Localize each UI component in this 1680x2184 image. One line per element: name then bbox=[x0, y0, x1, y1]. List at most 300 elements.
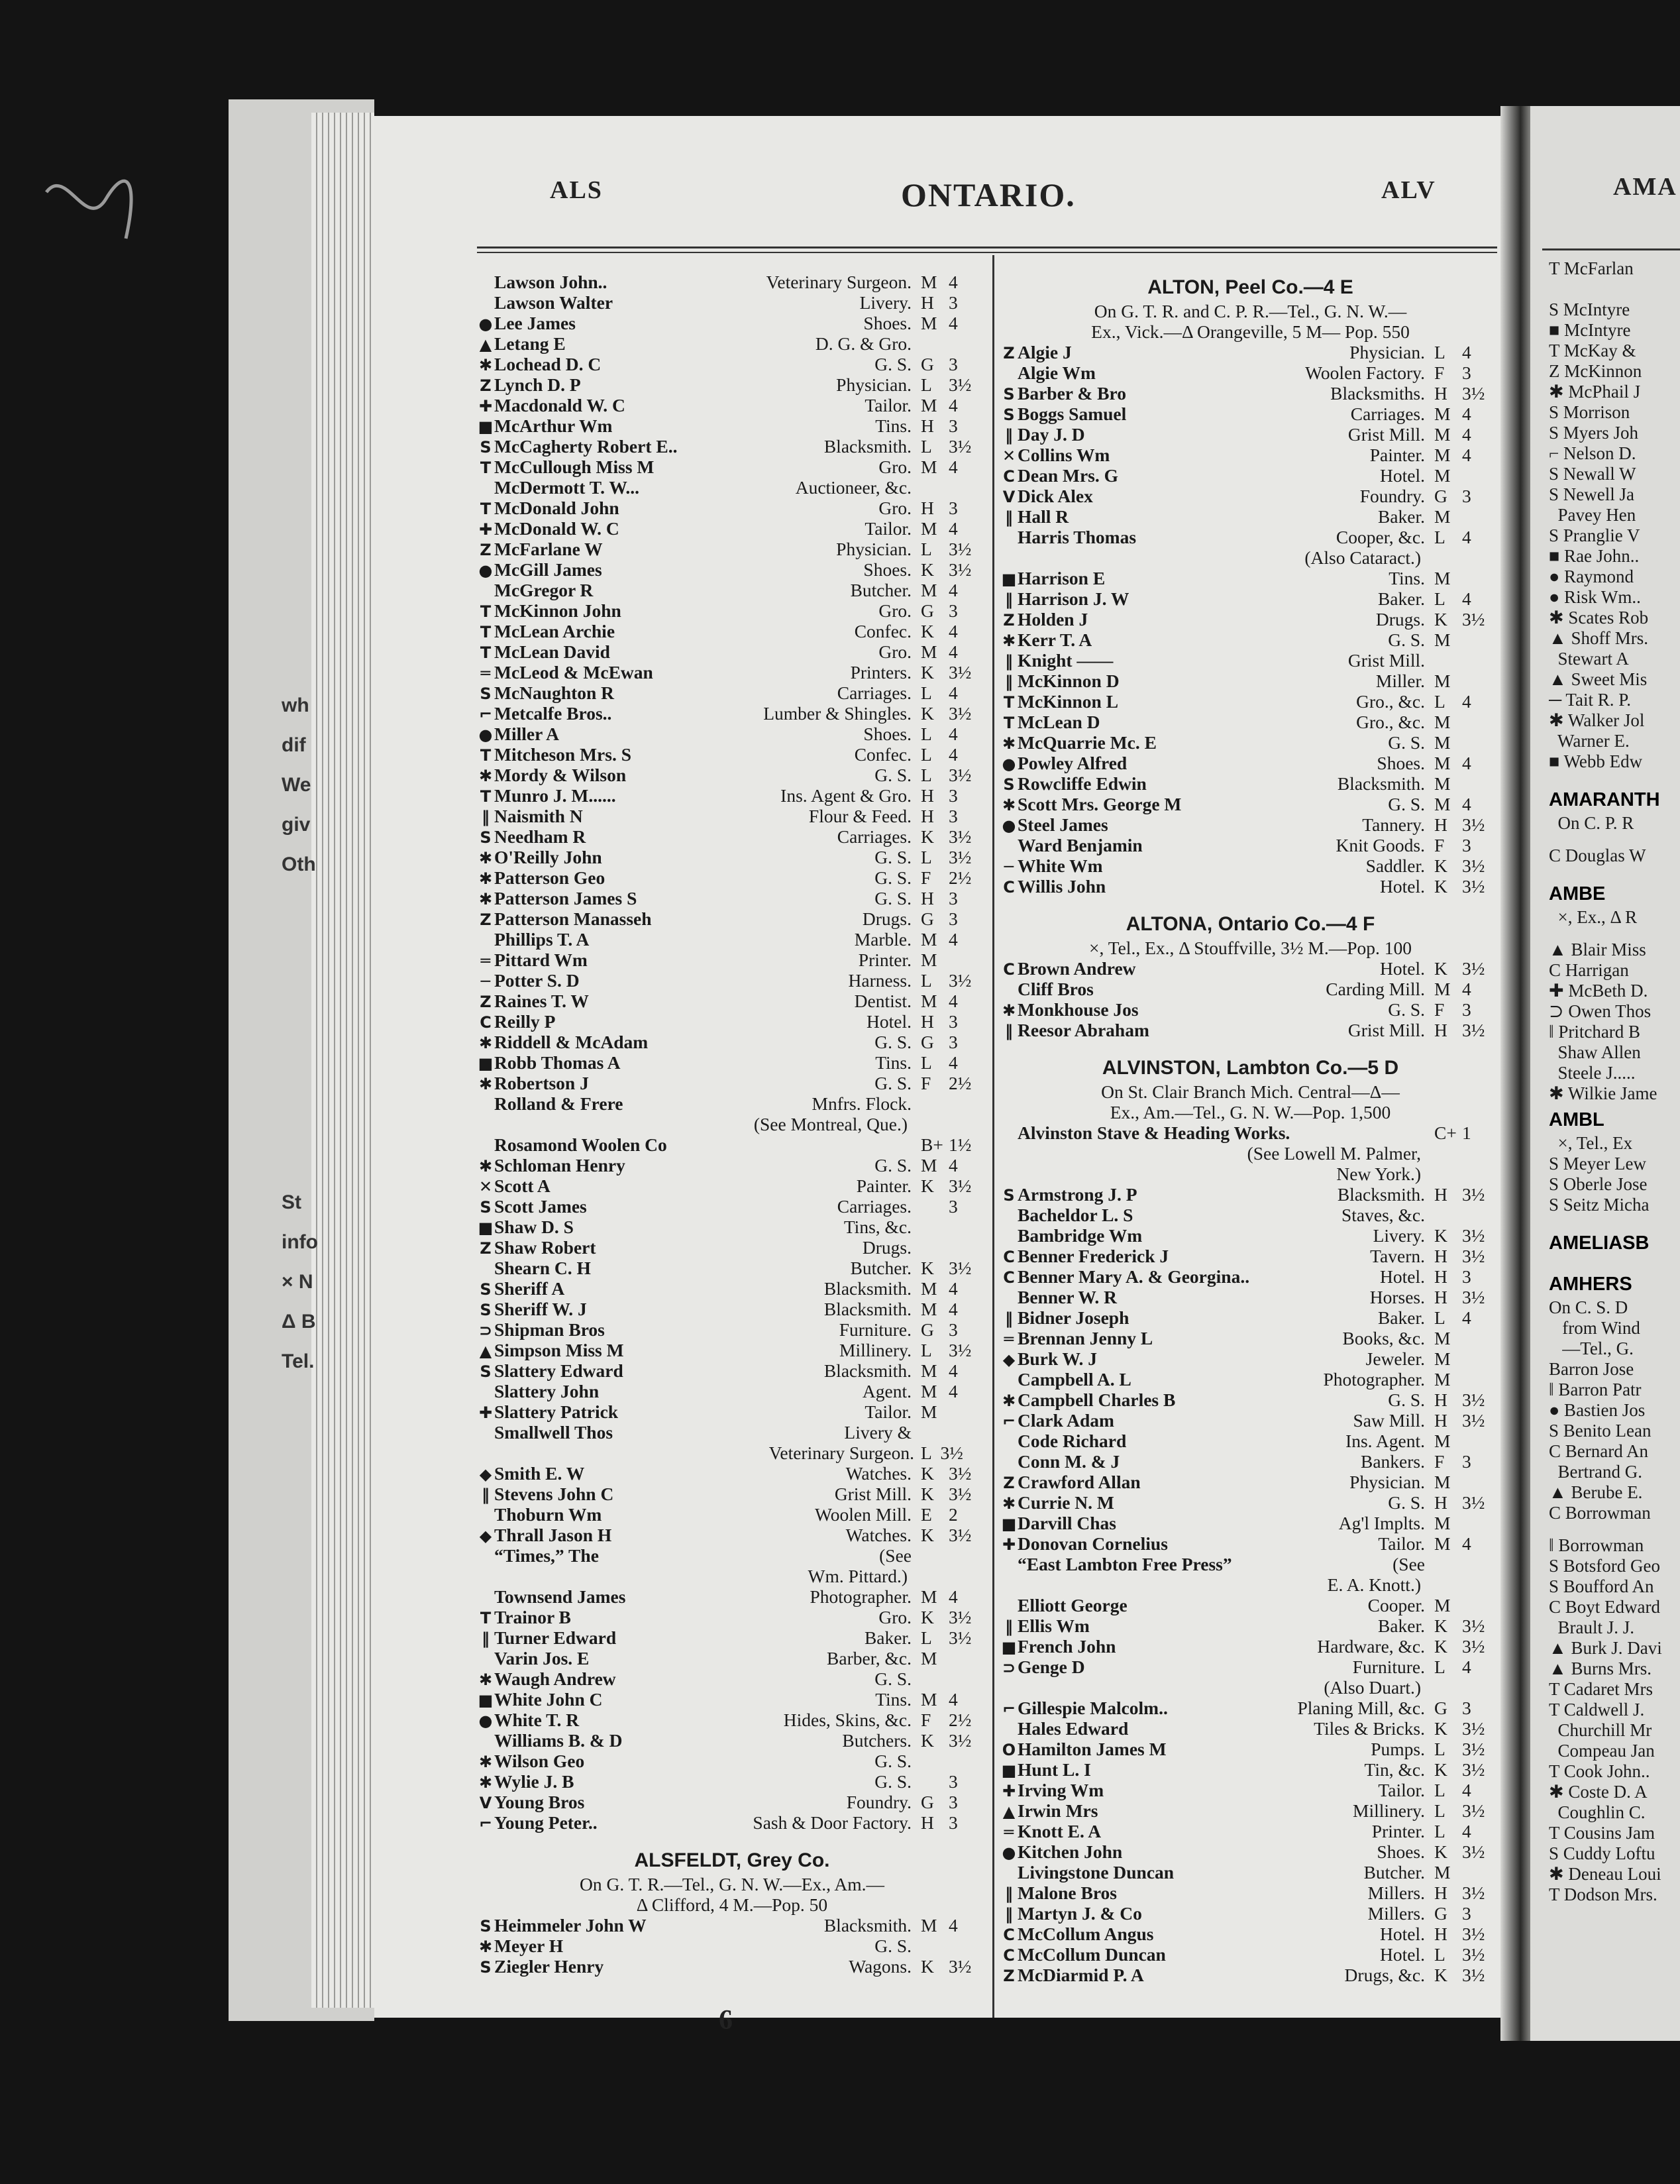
entry-business: Blacksmiths. bbox=[1330, 383, 1425, 404]
directory-entry-fragment: T Caldwell J. bbox=[1549, 1700, 1645, 1720]
entry-business: Mnfrs. Flock. bbox=[812, 1093, 912, 1114]
entry-name: White T. R bbox=[494, 1710, 580, 1730]
trade-symbol-icon: ✱ bbox=[478, 869, 493, 888]
entry-business: Millers. bbox=[1367, 1883, 1425, 1903]
town-heading: AMBE bbox=[1549, 883, 1606, 904]
entry-continuation bbox=[1000, 1574, 1500, 1595]
credit-class: K bbox=[1434, 1759, 1447, 1780]
credit-rate: 4 bbox=[949, 1299, 958, 1319]
directory-entry bbox=[1000, 1205, 1500, 1225]
directory-entry bbox=[1000, 1944, 1500, 1965]
entry-name: Turner Edward bbox=[494, 1627, 617, 1648]
entry-name: Alvinston Stave & Heading Works. bbox=[1018, 1122, 1290, 1143]
trade-symbol-icon: ─ bbox=[1004, 857, 1014, 876]
entry-name: Wilson Geo bbox=[494, 1751, 585, 1771]
entry-business: Woolen Factory. bbox=[1305, 362, 1425, 383]
trade-symbol-icon: ✱ bbox=[1002, 631, 1016, 650]
credit-class: K bbox=[1434, 1615, 1447, 1636]
entry-name: Irwin Mrs bbox=[1018, 1800, 1098, 1821]
credit-rate: 3½ bbox=[1462, 1184, 1485, 1205]
credit-rate: 4 bbox=[1462, 424, 1471, 445]
directory-entry bbox=[477, 1217, 987, 1237]
credit-class: G bbox=[921, 1792, 934, 1812]
entry-business: Tannery. bbox=[1362, 814, 1425, 835]
entry-name: Shearn C. H bbox=[494, 1258, 591, 1278]
trade-symbol-icon: ‖ bbox=[1005, 673, 1013, 691]
directory-entry bbox=[1000, 1390, 1500, 1410]
entry-name: Powley Alfred bbox=[1018, 753, 1128, 773]
directory-entry bbox=[477, 1915, 987, 1936]
credit-rate: 3½ bbox=[949, 1525, 972, 1545]
credit-rate: 4 bbox=[949, 395, 958, 415]
entry-business: Tailor. bbox=[865, 395, 912, 415]
credit-class: K bbox=[921, 621, 934, 641]
directory-entry bbox=[1000, 794, 1500, 814]
trade-symbol-icon: ✚ bbox=[478, 1403, 493, 1422]
credit-class: L bbox=[921, 436, 932, 457]
entry-business: Flour & Feed. bbox=[808, 806, 912, 826]
credit-rate: 4 bbox=[949, 991, 958, 1011]
entry-business: Furniture. bbox=[1352, 1657, 1425, 1677]
entry-business: Baker. bbox=[1377, 1307, 1425, 1328]
credit-rate: 4 bbox=[1462, 1821, 1471, 1841]
entry-business: Cooper. bbox=[1367, 1595, 1425, 1615]
directory-entry bbox=[477, 1627, 987, 1648]
credit-rate: 3½ bbox=[1462, 1739, 1485, 1759]
directory-entry-fragment: ✱ Coste D. A bbox=[1549, 1782, 1648, 1802]
credit-rate: 4 bbox=[949, 1155, 958, 1175]
credit-class: H bbox=[921, 415, 934, 436]
entry-business: G. S. bbox=[1388, 1492, 1425, 1513]
next-page-rule bbox=[1542, 248, 1680, 250]
credit-class: M bbox=[1434, 1348, 1451, 1369]
credit-class: L bbox=[1434, 1821, 1445, 1841]
directory-entry bbox=[477, 950, 987, 970]
directory-entry bbox=[1000, 1800, 1500, 1821]
entry-name: Day J. D bbox=[1018, 424, 1085, 445]
entry-name: Bambridge Wm bbox=[1018, 1225, 1143, 1246]
directory-entry bbox=[1000, 979, 1500, 999]
credit-class: M bbox=[1434, 445, 1451, 465]
trade-symbol-icon: ■ bbox=[1001, 1638, 1017, 1657]
entry-name: Sheriff A bbox=[494, 1278, 565, 1299]
entry-business: Tavern. bbox=[1370, 1246, 1425, 1266]
directory-entry bbox=[477, 929, 987, 950]
entry-business: Grist Mill. bbox=[1347, 424, 1425, 445]
page-number: 6 bbox=[719, 2005, 733, 2036]
trade-symbol-icon: Z bbox=[480, 910, 492, 929]
directory-entry bbox=[477, 1258, 987, 1278]
entry-business: Ins. Agent & Gro. bbox=[780, 785, 912, 806]
entry-name: McDermott T. W... bbox=[494, 477, 639, 498]
directory-entry-fragment: ‖ Barron Patr bbox=[1549, 1380, 1642, 1399]
entry-business: Saw Mill. bbox=[1353, 1410, 1425, 1431]
entry-business: Planing Mill, &c. bbox=[1297, 1698, 1425, 1718]
directory-entry bbox=[477, 1381, 987, 1401]
entry-name: Rowcliffe Edwin bbox=[1018, 773, 1147, 794]
directory-entry bbox=[477, 313, 987, 333]
directory-entry bbox=[1000, 1821, 1500, 1841]
entry-name: Genge D bbox=[1018, 1657, 1085, 1677]
credit-rate: 4 bbox=[949, 724, 958, 744]
trade-symbol-icon: C bbox=[1003, 960, 1015, 979]
directory-entry-fragment: S Newell Ja bbox=[1549, 484, 1634, 504]
trade-symbol-icon: ◆ bbox=[479, 1527, 492, 1545]
directory-entry bbox=[477, 1771, 987, 1792]
credit-rate: 3½ bbox=[949, 1956, 972, 1977]
credit-class: L bbox=[1434, 1944, 1445, 1965]
directory-entry bbox=[477, 1278, 987, 1299]
credit-class: K bbox=[1434, 1225, 1447, 1246]
directory-entry bbox=[1000, 855, 1500, 876]
entry-name: Varin Jos. E bbox=[494, 1648, 590, 1668]
directory-entry-fragment: from Wind bbox=[1549, 1318, 1640, 1338]
entry-name: Currie N. M bbox=[1018, 1492, 1114, 1513]
entry-name: Campbell Charles B bbox=[1018, 1390, 1176, 1410]
directory-entry bbox=[477, 1155, 987, 1175]
directory-entry bbox=[477, 436, 987, 457]
credit-rate: 3 bbox=[949, 1032, 958, 1052]
credit-rate: 3 bbox=[949, 415, 958, 436]
credit-class: L bbox=[921, 765, 932, 785]
credit-class: G bbox=[921, 908, 934, 929]
directory-entry bbox=[1000, 1883, 1500, 1903]
entry-name: Harrison J. W bbox=[1018, 588, 1129, 609]
credit-rate: 4 bbox=[1462, 691, 1471, 712]
trade-symbol-icon: ■ bbox=[1001, 570, 1017, 588]
entry-business: Tins. bbox=[875, 1689, 912, 1710]
entry-business: Photographer. bbox=[1323, 1369, 1425, 1390]
directory-entry bbox=[1000, 1718, 1500, 1739]
entry-business: G. S. bbox=[874, 1668, 912, 1689]
entry-name: Algie J bbox=[1018, 342, 1072, 362]
entry-business: Marble. bbox=[854, 929, 912, 950]
entry-name: Irving Wm bbox=[1018, 1780, 1104, 1800]
trade-symbol-icon: S bbox=[480, 1362, 492, 1381]
directory-entry-fragment: ● Bastien Jos bbox=[1549, 1400, 1646, 1420]
directory-entry bbox=[477, 518, 987, 539]
entry-name: “Times,” The bbox=[494, 1545, 599, 1566]
entry-name: Conn M. & J bbox=[1018, 1451, 1120, 1472]
entry-name: Robertson J bbox=[494, 1073, 589, 1093]
credit-rate: 3½ bbox=[1462, 1492, 1485, 1513]
credit-class: H bbox=[1434, 814, 1447, 835]
directory-entry bbox=[1000, 691, 1500, 712]
entry-name: Holden J bbox=[1018, 609, 1088, 629]
entry-name: McGill James bbox=[494, 559, 602, 580]
directory-entry-fragment: S Meyer Lew bbox=[1549, 1154, 1646, 1174]
credit-class: M bbox=[1434, 1862, 1451, 1883]
entry-name: Shipman Bros bbox=[494, 1319, 605, 1340]
entry-business: Millinery. bbox=[839, 1340, 912, 1360]
credit-class: H bbox=[1434, 1924, 1447, 1944]
entry-name: McGregor R bbox=[494, 580, 594, 600]
trade-symbol-icon: ● bbox=[478, 1712, 493, 1730]
trade-symbol-icon: ✱ bbox=[1002, 734, 1016, 753]
directory-entry-fragment: ■ Rae John.. bbox=[1549, 546, 1640, 566]
entry-name: Code Richard bbox=[1018, 1431, 1127, 1451]
entry-name: Reilly P bbox=[494, 1011, 556, 1032]
town-info: On G. T. R. and C. P. R.—Tel., G. N. W.— bbox=[1094, 301, 1407, 321]
trade-symbol-icon: ‖ bbox=[1005, 1617, 1013, 1636]
entry-name: Hamilton James M bbox=[1018, 1739, 1167, 1759]
directory-entry bbox=[1000, 1615, 1500, 1636]
credit-rate: 3 bbox=[949, 1771, 958, 1792]
entry-business: Ins. Agent. bbox=[1345, 1431, 1425, 1451]
spacer bbox=[1537, 866, 1662, 878]
entry-name: Hales Edward bbox=[1018, 1718, 1129, 1739]
entry-business: Millers. bbox=[1367, 1903, 1425, 1924]
header-rule-top bbox=[477, 246, 1497, 248]
trade-symbol-icon: ✱ bbox=[478, 1075, 493, 1093]
directory-entry bbox=[477, 1730, 987, 1751]
directory-entry-fragment bbox=[1537, 279, 1662, 300]
directory-entry bbox=[477, 1237, 987, 1258]
directory-entry bbox=[477, 1545, 987, 1566]
entry-business: Millinery. bbox=[1353, 1800, 1425, 1821]
directory-entry bbox=[477, 847, 987, 867]
entry-business: Carriages. bbox=[837, 682, 912, 703]
entry-business: Tailor. bbox=[1378, 1780, 1425, 1800]
directory-entry-fragment: ✚ McBeth D. bbox=[1549, 981, 1648, 1001]
trade-symbol-icon: Z bbox=[1003, 1474, 1015, 1492]
trade-symbol-icon: ■ bbox=[478, 1219, 494, 1237]
credit-class: L bbox=[921, 374, 932, 395]
credit-rate: 4 bbox=[1462, 1307, 1471, 1328]
trade-symbol-icon: ⌐ bbox=[478, 1814, 493, 1833]
entry-name: Young Peter.. bbox=[494, 1812, 598, 1833]
entry-name: Benner W. R bbox=[1018, 1287, 1118, 1307]
directory-entry bbox=[1000, 1369, 1500, 1390]
entry-business: Books, &c. bbox=[1342, 1328, 1425, 1348]
trade-symbol-icon: T bbox=[1003, 693, 1015, 712]
town-info: On G. T. R.—Tel., G. N. W.—Ex., Am.— bbox=[580, 1874, 884, 1894]
trade-symbol-icon: T bbox=[480, 459, 492, 477]
credit-class: F bbox=[921, 1073, 931, 1093]
credit-rate: 3 bbox=[1462, 1451, 1471, 1472]
trade-symbol-icon: Z bbox=[1003, 344, 1015, 362]
trade-symbol-icon: C bbox=[1003, 1946, 1015, 1965]
credit-class: M bbox=[1434, 568, 1451, 588]
entry-business: Photographer. bbox=[810, 1586, 912, 1607]
entry-business: Painter. bbox=[1369, 445, 1425, 465]
entry-business: Hotel. bbox=[1380, 876, 1425, 897]
directory-entry-fragment: ⌐ Nelson D. bbox=[1549, 443, 1636, 463]
trade-symbol-icon: T bbox=[480, 623, 492, 641]
spacer bbox=[1537, 928, 1662, 940]
credit-rate: 3½ bbox=[1462, 1759, 1485, 1780]
credit-rate: 3 bbox=[1462, 999, 1471, 1020]
trade-symbol-icon: ✱ bbox=[478, 1034, 493, 1052]
trade-symbol-icon: S bbox=[480, 828, 492, 847]
entry-name: Young Bros bbox=[494, 1792, 585, 1812]
credit-class: L bbox=[921, 744, 932, 765]
credit-class: F bbox=[1434, 835, 1445, 855]
entry-name: Campbell A. L bbox=[1018, 1369, 1131, 1390]
entry-name: French John bbox=[1018, 1636, 1116, 1657]
credit-rate: 3½ bbox=[1462, 876, 1485, 897]
directory-entry bbox=[1000, 1246, 1500, 1266]
previous-page-fragment: giv bbox=[282, 814, 311, 836]
directory-entry bbox=[1000, 835, 1500, 855]
directory-entry bbox=[477, 395, 987, 415]
directory-entry bbox=[477, 292, 987, 313]
town-heading: ALVINSTON, Lambton Co.—5 D bbox=[1102, 1057, 1399, 1079]
next-page-running-head: AMA bbox=[1613, 173, 1677, 201]
directory-entry bbox=[477, 600, 987, 621]
entry-name: Patterson Geo bbox=[494, 867, 605, 888]
directory-entry-fragment: ● Risk Wm.. bbox=[1549, 587, 1641, 607]
credit-rate: 1 bbox=[1462, 1122, 1471, 1143]
trade-symbol-icon: C bbox=[1003, 1926, 1015, 1944]
entry-name: McQuarrie Mc. E bbox=[1018, 732, 1157, 753]
trade-symbol-icon: ‖ bbox=[1005, 590, 1013, 609]
entry-business: Dentist. bbox=[854, 991, 912, 1011]
directory-entry bbox=[1000, 1862, 1500, 1883]
trade-symbol-icon: O bbox=[1002, 1741, 1016, 1759]
trade-symbol-icon: T bbox=[480, 500, 492, 518]
directory-entry bbox=[1000, 506, 1500, 527]
directory-entry bbox=[477, 374, 987, 395]
directory-entry bbox=[477, 1196, 987, 1217]
directory-entry bbox=[1000, 486, 1500, 506]
entry-name: Bacheldor L. S bbox=[1018, 1205, 1133, 1225]
entry-business: Foundry. bbox=[846, 1792, 912, 1812]
credit-class: L bbox=[1434, 1780, 1445, 1800]
trade-symbol-icon: ✱ bbox=[478, 890, 493, 908]
directory-entry bbox=[1000, 1184, 1500, 1205]
trade-symbol-icon: ═ bbox=[480, 664, 491, 682]
entry-business: Watches. bbox=[845, 1463, 912, 1484]
running-head-left: ALS bbox=[550, 176, 603, 204]
credit-rate: 3½ bbox=[1462, 1020, 1485, 1040]
entry-business: Tins. bbox=[875, 1052, 912, 1073]
credit-class: L bbox=[1434, 588, 1445, 609]
directory-entry bbox=[477, 826, 987, 847]
previous-page-fragment: info bbox=[282, 1231, 318, 1253]
entry-continuation bbox=[1000, 1143, 1500, 1164]
directory-entry bbox=[1000, 1266, 1500, 1287]
credit-class: M bbox=[1434, 629, 1451, 650]
credit-class: H bbox=[921, 1011, 934, 1032]
entry-business: Baker. bbox=[1377, 1615, 1425, 1636]
directory-entry bbox=[1000, 753, 1500, 773]
directory-entry bbox=[1000, 383, 1500, 404]
entry-name: White John C bbox=[494, 1689, 603, 1710]
trade-symbol-icon: S bbox=[480, 438, 492, 457]
directory-entry bbox=[1000, 1657, 1500, 1677]
entry-continuation bbox=[477, 1114, 987, 1134]
credit-rate: 4 bbox=[1462, 445, 1471, 465]
entry-business: Tailor. bbox=[865, 518, 912, 539]
trade-symbol-icon: C bbox=[1003, 467, 1015, 486]
continuation-text: E. A. Knott.) bbox=[1327, 1574, 1421, 1595]
entry-business: Foundry. bbox=[1359, 486, 1425, 506]
credit-class: K bbox=[921, 1525, 934, 1545]
credit-rate: 1½ bbox=[949, 1134, 972, 1155]
directory-entry bbox=[477, 1607, 987, 1627]
trade-symbol-icon: ═ bbox=[1004, 1823, 1014, 1841]
entry-business: Horses. bbox=[1369, 1287, 1425, 1307]
credit-class: F bbox=[921, 867, 931, 888]
directory-entry-fragment: S Pranglie V bbox=[1549, 525, 1640, 545]
directory-entry bbox=[477, 724, 987, 744]
trade-symbol-icon: ✚ bbox=[478, 520, 493, 539]
entry-continuation bbox=[477, 1566, 987, 1586]
credit-rate: 3 bbox=[1462, 362, 1471, 383]
trade-symbol-icon: ‖ bbox=[1005, 1309, 1013, 1328]
credit-class: M bbox=[921, 991, 937, 1011]
directory-entry bbox=[1000, 1020, 1500, 1040]
credit-rate: 3 bbox=[949, 1319, 958, 1340]
credit-rate: 3½ bbox=[949, 1627, 972, 1648]
credit-rate: 3½ bbox=[1462, 1287, 1485, 1307]
directory-entry-fragment: ▲ Burns Mrs. bbox=[1549, 1659, 1652, 1678]
credit-class: H bbox=[1434, 1492, 1447, 1513]
entry-business: Gro., &c. bbox=[1356, 691, 1425, 712]
credit-rate: 3½ bbox=[1462, 1924, 1485, 1944]
credit-class: F bbox=[1434, 1451, 1445, 1472]
directory-entry-fragment: ● Raymond bbox=[1549, 567, 1634, 586]
credit-rate: 3½ bbox=[949, 765, 972, 785]
credit-class: M bbox=[1434, 794, 1451, 814]
continuation-text: (See Lowell M. Palmer, bbox=[1247, 1143, 1421, 1164]
credit-class: M bbox=[1434, 1533, 1451, 1554]
entry-name: Mordy & Wilson bbox=[494, 765, 627, 785]
entry-business: Drugs. bbox=[1375, 609, 1425, 629]
trade-symbol-icon: T bbox=[480, 602, 492, 621]
directory-entry-fragment: Pavey Hen bbox=[1549, 505, 1636, 525]
credit-rate: 3½ bbox=[940, 1443, 963, 1463]
entry-name: Munro J. M...... bbox=[494, 785, 616, 806]
entry-continuation bbox=[1000, 1677, 1500, 1698]
trade-symbol-icon: ‖ bbox=[482, 1629, 490, 1648]
trade-symbol-icon: ✱ bbox=[478, 1938, 493, 1956]
entry-name: McCollum Angus bbox=[1018, 1924, 1154, 1944]
directory-entry bbox=[477, 908, 987, 929]
trade-symbol-icon: ✱ bbox=[1002, 1392, 1016, 1410]
credit-rate: 4 bbox=[1462, 404, 1471, 424]
credit-class: H bbox=[1434, 1883, 1447, 1903]
trade-symbol-icon: S bbox=[480, 1198, 492, 1217]
entry-name: McLean David bbox=[494, 641, 610, 662]
directory-entry-fragment: T Cousins Jam bbox=[1549, 1823, 1655, 1843]
credit-class: L bbox=[1434, 342, 1445, 362]
town-heading: AMBL bbox=[1549, 1109, 1604, 1130]
credit-rate: 3½ bbox=[1462, 1718, 1485, 1739]
entry-business: G. S. bbox=[1388, 794, 1425, 814]
entry-name: McLean D bbox=[1018, 712, 1100, 732]
town-heading: ALTON, Peel Co.—4 E bbox=[1147, 276, 1353, 298]
directory-entry bbox=[477, 991, 987, 1011]
entry-business: D. G. & Gro. bbox=[815, 333, 912, 354]
trade-symbol-icon: ✱ bbox=[478, 1157, 493, 1175]
entry-name: Smith E. W bbox=[494, 1463, 585, 1484]
credit-rate: 3½ bbox=[1462, 1800, 1485, 1821]
entry-name: McNaughton R bbox=[494, 682, 615, 703]
credit-class: M bbox=[1434, 1369, 1451, 1390]
right-column bbox=[1000, 272, 1500, 1985]
directory-entry bbox=[477, 1504, 987, 1525]
town-info: Ex., Am.—Tel., G. N. W.—Pop. 1,500 bbox=[1110, 1102, 1391, 1122]
directory-entry bbox=[1000, 999, 1500, 1020]
credit-rate: 3½ bbox=[949, 662, 972, 682]
directory-entry bbox=[477, 1052, 987, 1073]
entry-business: G. S. bbox=[1388, 629, 1425, 650]
directory-entry bbox=[1000, 1739, 1500, 1759]
entry-name: Ziegler Henry bbox=[494, 1956, 604, 1977]
entry-name: McCullough Miss M bbox=[494, 457, 655, 477]
